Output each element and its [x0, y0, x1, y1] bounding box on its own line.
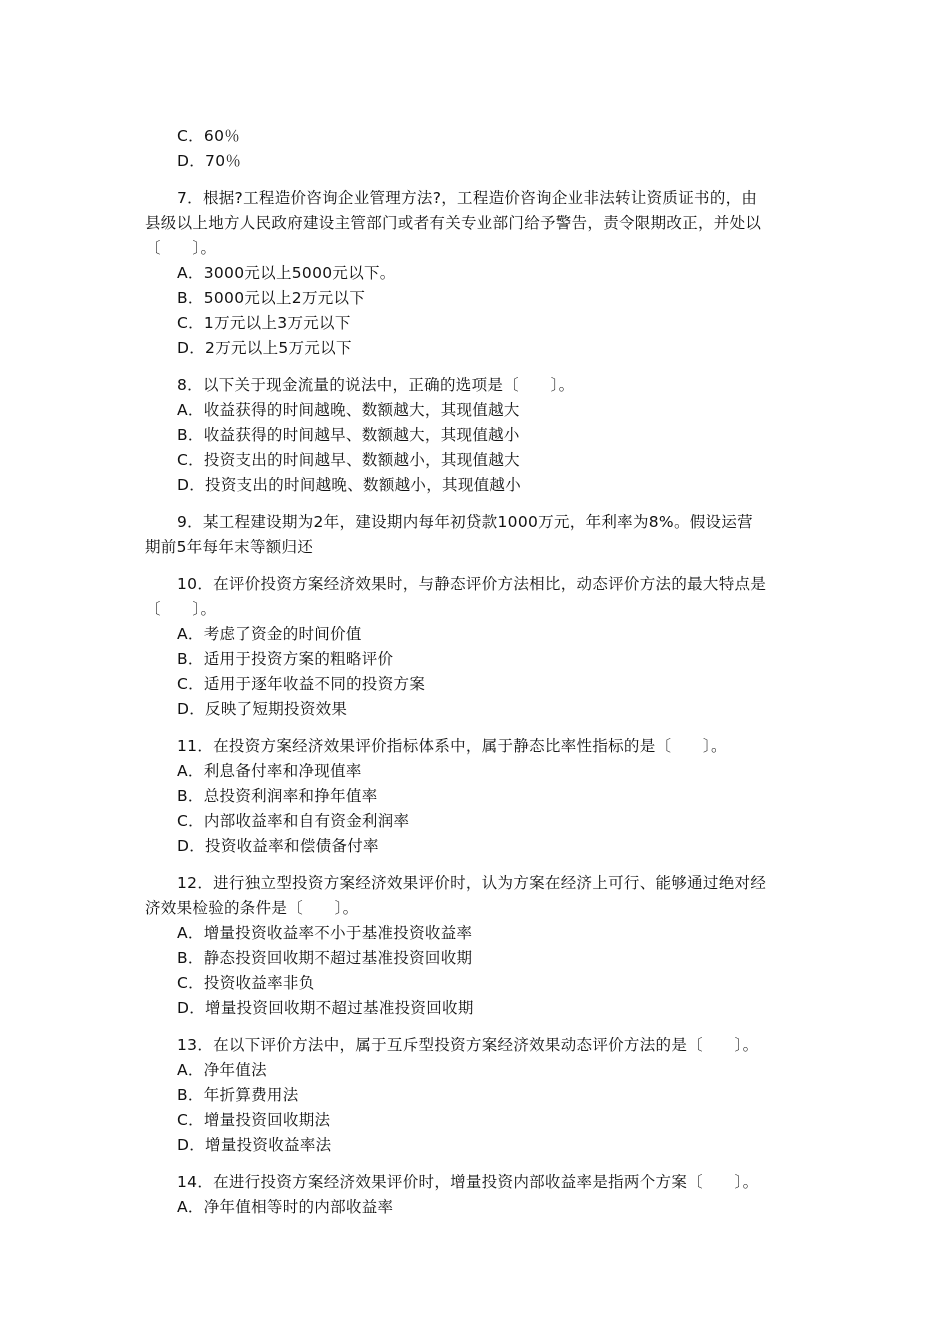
question-continuation: 县级以上地方人民政府建设主管部门或者有关专业部门给予警告，责令限期改正，并处以	[145, 214, 762, 232]
answer-option: A．增量投资收益率不小于基准投资收益率	[177, 924, 473, 942]
answer-option: D．投资支出的时间越晚、数额越小，其现值越小	[177, 476, 522, 494]
question-stem: 10．在评价投资方案经济效果时，与静态评价方法相比，动态评价方法的最大特点是	[177, 575, 767, 593]
answer-option: A．净年值法	[177, 1061, 267, 1079]
answer-option: B．适用于投资方案的粗略评价	[177, 650, 394, 668]
answer-option: A．净年值相等时的内部收益率	[177, 1198, 394, 1216]
question-continuation: 〔 〕。	[145, 239, 217, 257]
answer-option: C．投资支出的时间越早、数额越小，其现值越大	[177, 451, 520, 469]
question-stem: 13．在以下评价方法中，属于互斥型投资方案经济效果动态评价方法的是〔 〕。	[177, 1036, 759, 1054]
answer-option: C．1万元以上3万元以下	[177, 314, 351, 332]
question-continuation: 〔 〕。	[145, 600, 217, 618]
question-stem: 9．某工程建设期为2年，建设期内每年初贷款1000万元，年利率为8%。假设运营	[177, 513, 753, 531]
answer-option: B．静态投资回收期不超过基准投资回收期	[177, 949, 473, 967]
answer-option: A．利息备付率和净现值率	[177, 762, 362, 780]
answer-option: C．投资收益率非负	[177, 974, 315, 992]
answer-option: C．60％	[177, 127, 241, 145]
answer-option: D．投资收益率和偿债备付率	[177, 837, 379, 855]
answer-option: D．增量投资收益率法	[177, 1136, 332, 1154]
answer-option: B．5000元以上2万元以下	[177, 289, 366, 307]
answer-option: A．考虑了资金的时间价值	[177, 625, 362, 643]
answer-option: A．3000元以上5000元以下。	[177, 264, 396, 282]
question-stem: 11．在投资方案经济效果评价指标体系中，属于静态比率性指标的是〔 〕。	[177, 737, 727, 755]
question-stem: 14．在进行投资方案经济效果评价时，增量投资内部收益率是指两个方案〔 〕。	[177, 1173, 759, 1191]
answer-option: B．年折算费用法	[177, 1086, 299, 1104]
question-continuation: 期前5年每年末等额归还	[145, 538, 314, 556]
question-stem: 8．以下关于现金流量的说法中，正确的选项是〔 〕。	[177, 376, 575, 394]
answer-option: D．增量投资回收期不超过基准投资回收期	[177, 999, 474, 1017]
answer-option: D．70％	[177, 152, 242, 170]
question-stem: 12．进行独立型投资方案经济效果评价时，认为方案在经济上可行、能够通过绝对经	[177, 874, 767, 892]
answer-option: B．收益获得的时间越早、数额越大，其现值越小	[177, 426, 520, 444]
answer-option: D．2万元以上5万元以下	[177, 339, 352, 357]
answer-option: C．内部收益率和自有资金利润率	[177, 812, 410, 830]
question-continuation: 济效果检验的条件是〔 〕。	[145, 899, 359, 917]
answer-option: B．总投资利润率和挣年值率	[177, 787, 378, 805]
answer-option: D．反映了短期投资效果	[177, 700, 348, 718]
answer-option: C．增量投资回收期法	[177, 1111, 331, 1129]
answer-option: A．收益获得的时间越晚、数额越大，其现值越大	[177, 401, 520, 419]
answer-option: C．适用于逐年收益不同的投资方案	[177, 675, 426, 693]
question-stem: 7．根据?工程造价咨询企业管理方法?，工程造价咨询企业非法转让资质证书的，由	[177, 189, 758, 207]
